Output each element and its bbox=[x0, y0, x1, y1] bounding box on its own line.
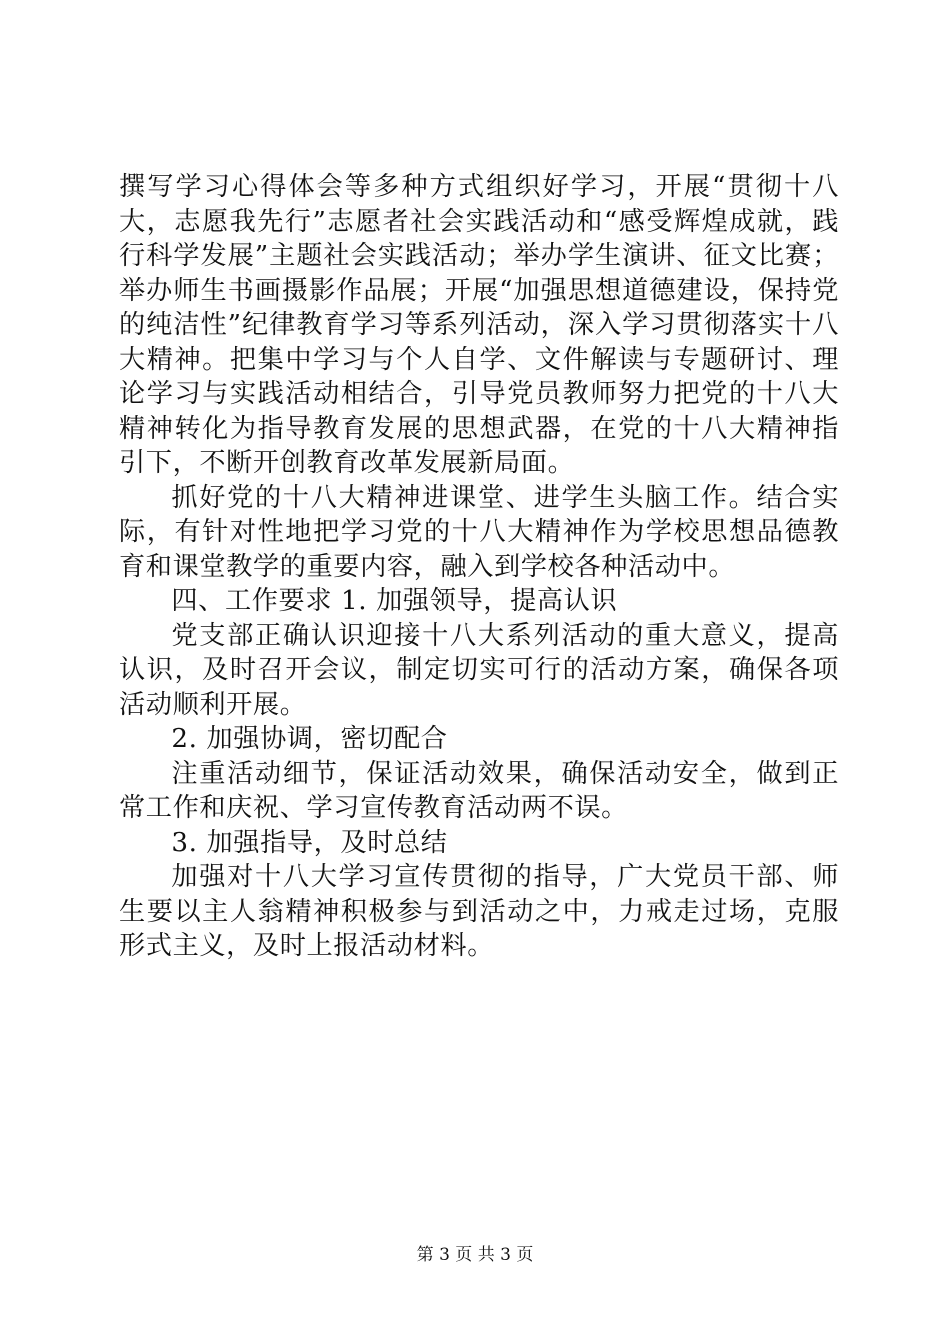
paragraph-3: 党支部正确认识迎接十八大系列活动的重大意义，提高认识，及时召开会议，制定切实可行的活动方案，确保各项活动顺利开展。 bbox=[119, 620, 839, 720]
paragraph-1: 撰写学习心得体会等多种方式组织好学习，开展“贯彻十八大，志愿我先行”志愿者社会实践活动和“感受辉煌成就，践行科学发展”主题社会实践活动；举办学生演讲、征文比赛；举办师生书画摄影作品展；开展“加强思想道德建设，保持党的纯洁性”纪律教育学习等系列活动，深入学习贯彻落实十八大精神。把集中学习与个人自学、文件解读与专题研讨、理论学习与实践活动相结合，引导党员教师努力把党的十八大精神转化为指导教育发展的思想武器，在党的十八大精神指引下，不断开创教育改革发展新局面。 bbox=[119, 172, 839, 478]
paragraph-5: 加强对十八大学习宣传贯彻的指导，广大党员干部、师生要以主人翁精神积极参与到活动之中，力戒走过场，克服形式主义，及时上报活动材料。 bbox=[119, 862, 839, 961]
subheading-3: 3. 加强指导，及时总结 bbox=[171, 827, 448, 858]
document-body bbox=[119, 170, 839, 964]
subheading-2: 2. 加强协调，密切配合 bbox=[171, 724, 448, 754]
paragraph-2: 抓好党的十八大精神进课堂、进学生头脑工作。结合实际，有针对性地把学习党的十八大精神作为学校思想品德教育和课堂教学的重要内容，融入到学校各种活动中。 bbox=[119, 482, 839, 582]
paragraph-4: 注重活动细节，保证活动效果，确保活动安全，做到正常工作和庆祝、学习宣传教育活动两不误。 bbox=[119, 758, 839, 823]
section-heading-work-requirements: 四、工作要求 1. 加强领导，提高认识 bbox=[171, 586, 618, 616]
page-footer: 第 3 页 共 3 页 bbox=[416, 1245, 534, 1265]
